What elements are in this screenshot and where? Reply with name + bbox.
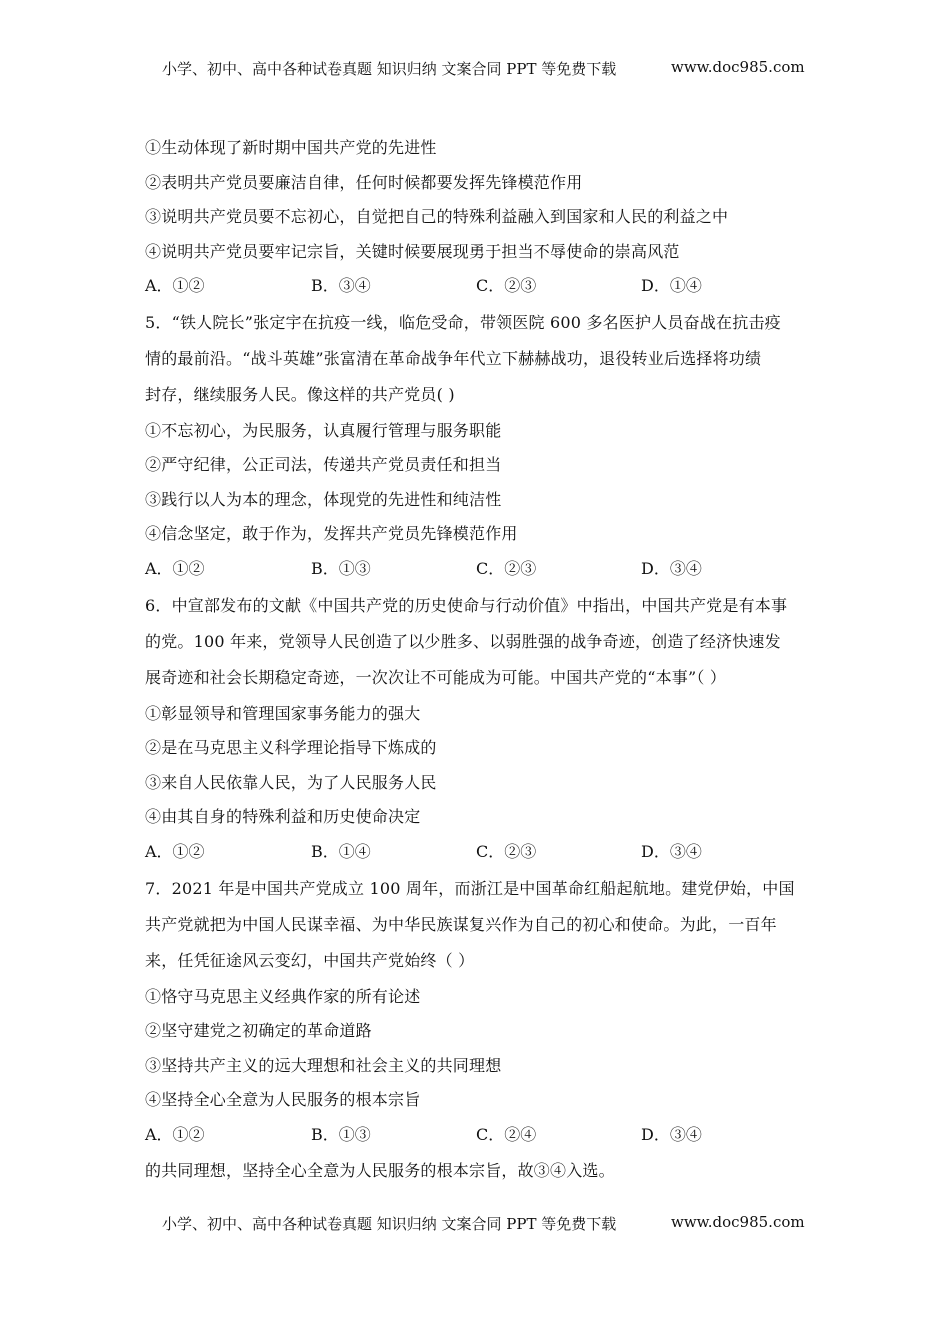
q7-statement-3: ③坚持共产主义的远大理想和社会主义的共同理想 xyxy=(145,1056,502,1075)
q4-option-a: A．①② xyxy=(145,276,205,295)
q6-option-c: C．②③ xyxy=(476,842,537,861)
q7-statement-1: ①恪守马克思主义经典作家的所有论述 xyxy=(145,987,421,1006)
q6-option-b: B．①④ xyxy=(311,842,371,861)
q5-stem-line-3: 封存，继续服务人民。像这样的共产党员( ) xyxy=(145,385,455,404)
q6-stem-line-1: 6．中宣部发布的文献《中国共产党的历史使命与行动价值》中指出，中国共产党是有本事 xyxy=(145,596,788,615)
q7-option-c: C．②④ xyxy=(476,1125,537,1144)
header-text: 小学、初中、高中各种试卷真题 知识归纳 文案合同 PPT 等免费下载 xyxy=(162,60,617,78)
q4-statement-2: ②表明共产党员要廉洁自律，任何时候都要发挥先锋模范作用 xyxy=(145,173,583,192)
q6-statement-1: ①彰显领导和管理国家事务能力的强大 xyxy=(145,704,421,723)
q4-statement-4: ④说明共产党员要牢记宗旨，关键时候要展现勇于担当不辱使命的崇高风范 xyxy=(145,242,680,261)
q5-stem-line-2: 情的最前沿。“战斗英雄”张富清在革命战争年代立下赫赫战功，退役转业后选择将功绩 xyxy=(145,349,762,368)
q5-statement-4: ④信念坚定，敢于作为，发挥共产党员先锋模范作用 xyxy=(145,524,518,543)
q6-statement-3: ③来自人民依靠人民，为了人民服务人民 xyxy=(145,773,437,792)
q7-option-a: A．①② xyxy=(145,1125,205,1144)
q5-option-c: C．②③ xyxy=(476,559,537,578)
q5-statement-2: ②严守纪律，公正司法，传递共产党员责任和担当 xyxy=(145,455,502,474)
q6-stem-line-2: 的党。100 年来，党领导人民创造了以少胜多、以弱胜强的战争奇迹，创造了经济快速发 xyxy=(145,632,781,651)
q5-option-a: A．①② xyxy=(145,559,205,578)
header-url[interactable]: www.doc985.com xyxy=(671,58,805,76)
q4-statement-3: ③说明共产党员要不忘初心，自觉把自己的特殊利益融入到国家和人民的利益之中 xyxy=(145,207,729,226)
q4-statement-1: ①生动体现了新时期中国共产党的先进性 xyxy=(145,138,437,157)
q5-option-b: B．①③ xyxy=(311,559,371,578)
footer-text: 小学、初中、高中各种试卷真题 知识归纳 文案合同 PPT 等免费下载 xyxy=(162,1215,617,1233)
q7-option-b: B．①③ xyxy=(311,1125,371,1144)
q7-statement-4: ④坚持全心全意为人民服务的根本宗旨 xyxy=(145,1090,421,1109)
q5-statement-3: ③践行以人为本的理念，体现党的先进性和纯洁性 xyxy=(145,490,502,509)
q5-stem-line-1: 5．“铁人院长”张定宇在抗疫一线，临危受命，带领医院 600 多名医护人员奋战在抗击疫 xyxy=(145,313,781,332)
q7-option-d: D．③④ xyxy=(641,1125,702,1144)
q4-option-b: B．③④ xyxy=(311,276,371,295)
q6-statement-4: ④由其自身的特殊利益和历史使命决定 xyxy=(145,807,421,826)
q6-stem-line-3: 展奇迹和社会长期稳定奇迹，一次次让不可能成为可能。中国共产党的“本事”（ ） xyxy=(145,668,727,687)
footer-url[interactable]: www.doc985.com xyxy=(671,1213,805,1231)
q5-statement-1: ①不忘初心，为民服务，认真履行管理与服务职能 xyxy=(145,421,502,440)
q6-statement-2: ②是在马克思主义科学理论指导下炼成的 xyxy=(145,738,437,757)
q7-stem-line-1: 7．2021 年是中国共产党成立 100 周年，而浙江是中国革命红船起航地。建党伊始，中国 xyxy=(145,879,795,898)
q4-option-d: D．①④ xyxy=(641,276,702,295)
q7-stem-line-3: 来，任凭征途风云变幻，中国共产党始终（ ） xyxy=(145,951,475,970)
q5-option-d: D．③④ xyxy=(641,559,702,578)
q7-statement-2: ②坚守建党之初确定的革命道路 xyxy=(145,1021,372,1040)
q7-stem-line-2: 共产党就把为中国人民谋幸福、为中华民族谋复兴作为自己的初心和使命。为此，一百年 xyxy=(145,915,777,934)
q6-option-a: A．①② xyxy=(145,842,205,861)
q6-option-d: D．③④ xyxy=(641,842,702,861)
trailing-explanation: 的共同理想，坚持全心全意为人民服务的根本宗旨，故③④入选。 xyxy=(145,1161,615,1180)
q4-option-c: C．②③ xyxy=(476,276,537,295)
